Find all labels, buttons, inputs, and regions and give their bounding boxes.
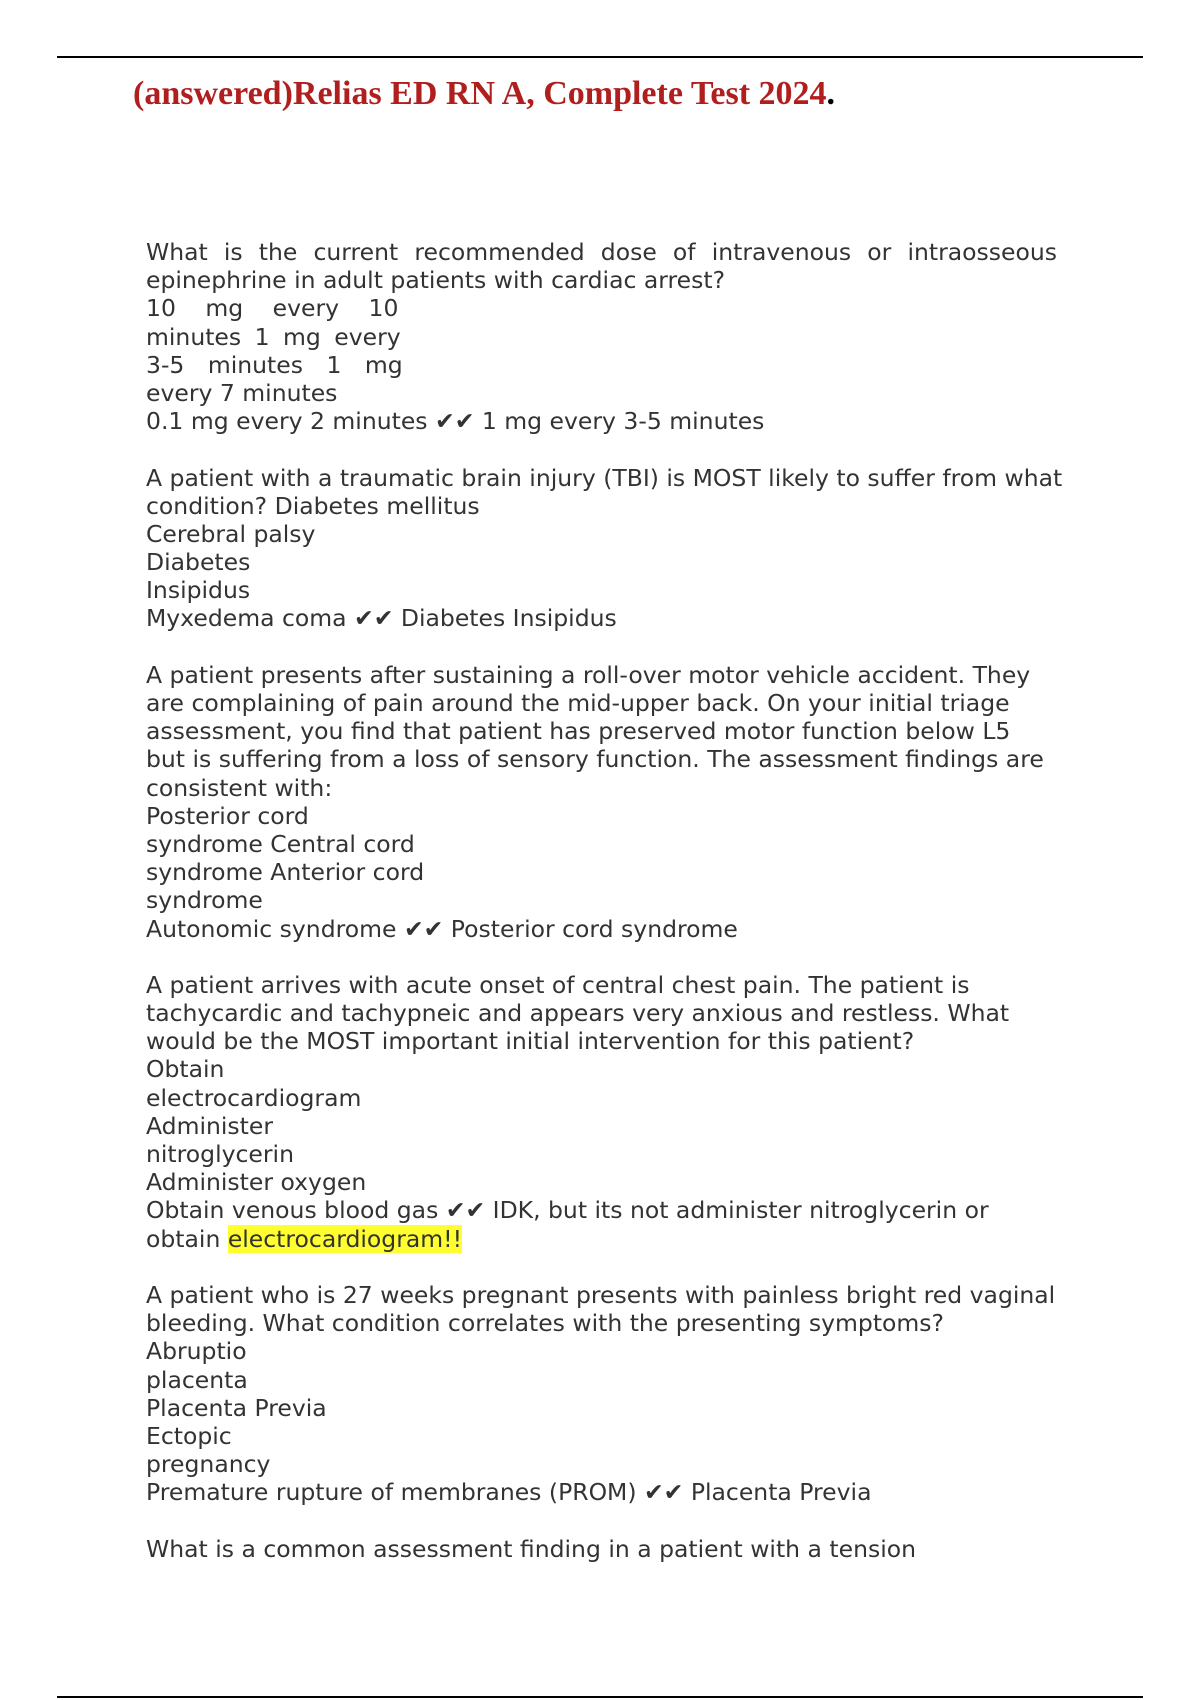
- paragraph-gap: [146, 435, 1106, 463]
- paragraph-gap: [146, 633, 1106, 661]
- answer-option-line: pregnancy: [146, 1450, 271, 1479]
- answer-option-line: Placenta Previa: [146, 1393, 327, 1422]
- document-title: [133, 72, 835, 116]
- answer-key-line: Autonomic syndrome ✔✔ Posterior cord syndrome: [146, 914, 738, 943]
- question-text-line: assessment, you find that patient has preserved motor function below L5: [146, 717, 1011, 746]
- question-text-line: are complaining of pain around the mid-upper back. On your initial triage: [146, 689, 1010, 717]
- answer-option-line: syndrome Anterior cord: [146, 858, 425, 887]
- answer-option-line: Posterior cord: [146, 801, 309, 830]
- question-text-line: A patient arrives with acute onset of central chest pain. The patient is: [146, 970, 970, 999]
- answer-key-line: 0.1 mg every 2 minutes ✔✔ 1 mg every 3-5 minutes: [146, 407, 765, 436]
- question-text-line: consistent with:: [146, 773, 333, 802]
- answer-option-line: syndrome Central cord: [146, 829, 415, 858]
- question-block: [146, 464, 1106, 633]
- document-title-period: .: [826, 75, 836, 112]
- document-body: [146, 238, 1106, 1563]
- answer-key-line: [146, 1225, 1106, 1253]
- question-text-line: bleeding. What condition correlates with the presenting symptoms?: [146, 1309, 945, 1338]
- question-block: [146, 971, 1106, 1253]
- question-text-line: epinephrine in adult patients with cardiac arrest?: [146, 266, 726, 295]
- question-block: [146, 238, 1106, 435]
- answer-option-line: Diabetes: [146, 548, 251, 577]
- answer-key-line: Premature rupture of membranes (PROM) ✔✔ Placenta Previa: [146, 1478, 872, 1507]
- answer-option-line: minutes 1 mg every: [146, 322, 401, 351]
- bottom-rule: [57, 1696, 1143, 1698]
- answer-key-line: Obtain venous blood gas ✔✔ IDK, but its not administer nitroglycerin or: [146, 1196, 989, 1225]
- answer-option-line: every 7 minutes: [146, 378, 338, 407]
- answer-option-line: Obtain: [146, 1055, 225, 1084]
- answer-option-line: Insipidus: [146, 576, 251, 605]
- answer-option-line: Abruptio: [146, 1337, 247, 1366]
- paragraph-gap: [146, 943, 1106, 971]
- question-text-line: would be the MOST important initial intervention for this patient?: [146, 1027, 915, 1056]
- question-text-line: What is a common assessment finding in a patient with a tension: [146, 1534, 917, 1563]
- question-text-line: tachycardic and tachypneic and appears very anxious and restless. What: [146, 999, 1010, 1028]
- top-rule: [57, 56, 1143, 58]
- paragraph-gap: [146, 1506, 1106, 1534]
- answer-key-prefix: obtain: [146, 1224, 228, 1253]
- question-block: [146, 1535, 1106, 1563]
- answer-option-line: electrocardiogram: [146, 1083, 362, 1112]
- question-text-line: A patient presents after sustaining a roll-over motor vehicle accident. They: [146, 660, 1031, 689]
- answer-option-line: syndrome: [146, 886, 263, 915]
- answer-option-line: Ectopic: [146, 1421, 232, 1450]
- answer-option-line: nitroglycerin: [146, 1140, 294, 1168]
- question-block: [146, 1281, 1106, 1507]
- answer-option-line: Administer oxygen: [146, 1168, 367, 1197]
- highlighted-text: electrocardiogram!!: [227, 1224, 463, 1253]
- question-text-line: What is the current recommended dose of intravenous or intraosseous: [146, 238, 1057, 266]
- question-text-line: A patient with a traumatic brain injury (TBI) is MOST likely to suffer from what: [146, 463, 1063, 492]
- document-title-text: (answered)Relias ED RN A, Complete Test 2024: [133, 75, 827, 112]
- question-text-line: A patient who is 27 weeks pregnant presents with painless bright red vaginal: [146, 1280, 1056, 1309]
- paragraph-gap: [146, 1253, 1106, 1281]
- answer-option-line: 10 mg every 10: [146, 294, 399, 323]
- question-text-line: but is suffering from a loss of sensory function. The assessment findings are: [146, 745, 1044, 774]
- answer-option-line: Cerebral palsy: [146, 519, 316, 548]
- question-text-line: condition? Diabetes mellitus: [146, 491, 480, 520]
- answer-option-line: placenta: [146, 1365, 248, 1394]
- question-block: [146, 661, 1106, 943]
- answer-option-line: Administer: [146, 1111, 274, 1140]
- answer-option-line: 3-5 minutes 1 mg: [146, 350, 403, 379]
- answer-key-line: Myxedema coma ✔✔ Diabetes Insipidus: [146, 604, 617, 633]
